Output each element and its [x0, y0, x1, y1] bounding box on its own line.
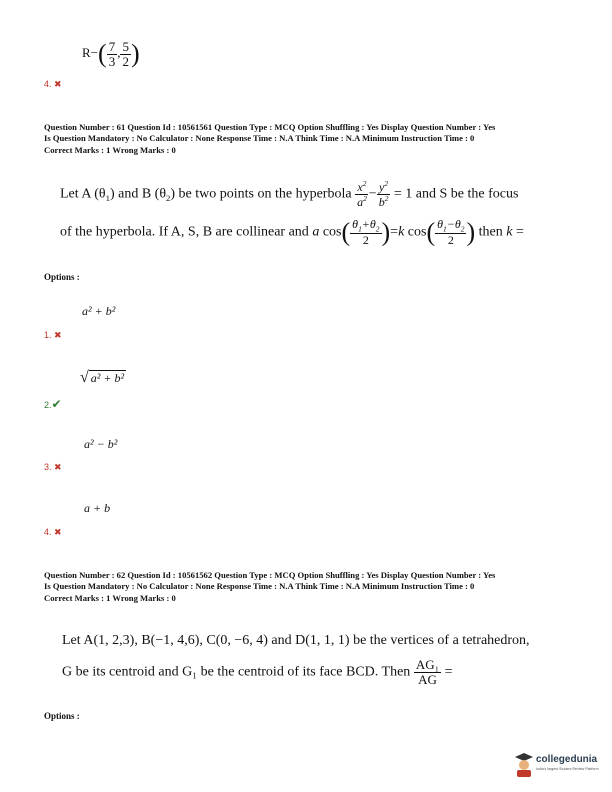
- wrong-mark-icon: ✖: [54, 527, 62, 537]
- q61-option-4-text: a + b: [84, 501, 111, 515]
- q62-text-line-2: G be its centroid and G₁ be the centroid of its face BCD. Then $\frac{\text{AG₁}}{AG}$ =: [62, 657, 453, 687]
- q61-options-label: Options :: [44, 272, 80, 282]
- q61-option-1-label: 1. ✖: [44, 330, 62, 340]
- q61-option-3-text: a² − b²: [84, 437, 118, 451]
- hyperbola-term-y: $\frac{y^2}{b^2}$: [378, 179, 389, 209]
- q61-text-line-2: of the hyperbola. If A, S, B are collinear and a cos( $\frac{\theta_1+\theta_2}{2}$ )=k cos( $\frac{\theta_1-\theta_2}{2}$ ) then k =: [60, 217, 524, 248]
- q62-options-label: Options :: [44, 711, 80, 721]
- wrong-mark-icon: ✖: [54, 462, 62, 472]
- q61-text-line-1: Let A $(\theta_1)$ and B $(\theta_2)$ be two points on the hyperbola $\frac{x^2}{a^2}$ − $\frac{y^2}{b^2}$ = 1 and S be the focus: [60, 179, 519, 209]
- wrong-mark-icon: ✖: [54, 330, 62, 340]
- prev-option-4-label: 4. ✖: [44, 79, 62, 89]
- q61-option-4-label: 4. ✖: [44, 527, 62, 537]
- q61-option-2-label: 2.✔: [44, 397, 62, 411]
- prev-option-4-expression: R−( $\frac{7}{3}$ , $\frac{5}{2}$ ): [82, 39, 140, 69]
- hyperbola-term-x: $\frac{x^2}{a^2}$: [357, 179, 367, 209]
- wrong-mark-icon: ✖: [54, 79, 62, 89]
- q62-meta: Question Number : 62 Question Id : 10561562 Question Type : MCQ Option Shuffling : Yes Display Question Number : Yes Is Question Mandatory : No Calculator : None Response Time : N.A Think Time : N.A Minimum Instruction Time : 0 Correct Marks : 1 Wrong Marks : 0: [44, 570, 496, 603]
- q62-ratio: $\frac{\text{AG₁}}{AG}$: [415, 657, 440, 687]
- q61-option-3-label: 3. ✖: [44, 462, 62, 472]
- watermark-brand: collegedunia: [536, 754, 598, 765]
- q61-meta: Question Number : 61 Question Id : 10561561 Question Type : MCQ Option Shuffling : Yes Display Question Number : Yes Is Question Mandatory : No Calculator : None Response Time : N.A Think Time : N.A Minimum Instruction Time : 0 Correct Marks : 1 Wrong Marks : 0: [44, 122, 496, 155]
- prev-option-lead: R: [82, 45, 91, 61]
- q61-option-2-text: √ a² + b²: [80, 369, 125, 386]
- collegedunia-watermark: [514, 750, 608, 784]
- check-mark-icon: ✔: [51, 397, 62, 411]
- q61-option-1-text: a² + b²: [82, 304, 116, 318]
- q62-text-line-1: Let A(1, 2,3), B(−1, 4,6), C(0, −6, 4) and D(1, 1, 1) be the vertices of a tetrahedron,: [62, 633, 530, 648]
- graduate-logo-icon: [514, 752, 534, 778]
- watermark-tagline: India's largest Student Review Platform: [536, 767, 599, 771]
- prev-frac-1: $\frac{7}{3}$: [108, 39, 116, 69]
- prev-frac-2: $\frac{5}{2}$: [122, 39, 129, 69]
